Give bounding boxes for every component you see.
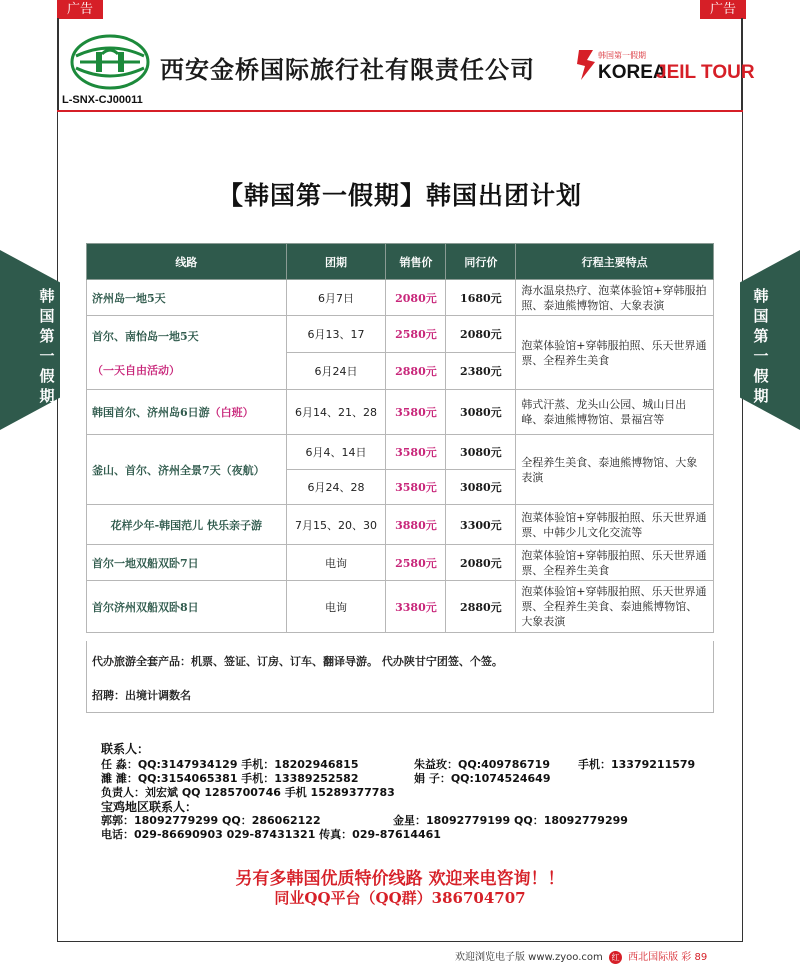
services-text: 代办旅游全套产品：机票、签证、订房、订车、翻译导游。 代办陕甘宁团签、个签。 [92, 655, 503, 668]
peer-price: 1680元 [446, 280, 516, 316]
table-row [87, 316, 714, 353]
contact-row: 手机：13379211579 [578, 758, 696, 771]
brand-slogan: 韩国第一假期 [598, 51, 646, 60]
table-row [87, 435, 714, 470]
route-features: 泡菜体验馆+穿韩服拍照、乐天世界通票、全程养生美食 [516, 545, 714, 581]
route-name: 首尔济州双船双卧8日 [87, 581, 287, 633]
peer-price: 3080元 [446, 390, 516, 435]
contact-row: 朱益玫：QQ:409786719 [414, 758, 550, 771]
contact-row: 负责人：刘宏斌 QQ 1285700746 手机 15289377783 [101, 786, 395, 799]
tour-date: 6月13、17 [286, 316, 386, 353]
route-features: 泡菜体验馆+穿韩服拍照、乐天世界通票、中韩少儿文化交流等 [516, 505, 714, 545]
contact-row: 濉 濉：QQ:3154065381 手机：13389252582 [101, 772, 359, 785]
header-sale-price: 销售价 [386, 244, 446, 280]
sale-price: 2880元 [386, 353, 446, 390]
peer-price: 3300元 [446, 505, 516, 545]
contact-row: 任 淼：QQ:3147934129 手机：18202946815 [101, 758, 359, 771]
footer-text: 欢迎浏览电子版 www.zyoo.com [455, 952, 603, 963]
peer-price: 2080元 [446, 316, 516, 353]
frame-left-border [57, 18, 59, 110]
contacts-title: 联系人： [101, 742, 150, 756]
table-row [87, 505, 714, 545]
contact-row: 金星：18092779199 QQ：18092779299 [393, 814, 628, 827]
route-name: 花样少年-韩国范儿 快乐亲子游 [87, 505, 287, 545]
promo-line-2: 同业QQ平台（QQ群）386704707 [274, 889, 526, 907]
header-dates: 团期 [286, 244, 386, 280]
tour-date: 电询 [286, 581, 386, 633]
route-features: 韩式汗蒸、龙头山公园、城山日出峰、泰迪熊博物馆、景福宫等 [516, 390, 714, 435]
table-header-row [87, 244, 714, 280]
services-box [86, 641, 714, 713]
contact-row: 郭郭：18092779299 QQ：286062122 [101, 814, 321, 827]
header-route: 线路 [87, 244, 287, 280]
route-name: 釜山、首尔、济州全景7天（夜航） [87, 435, 287, 505]
tour-date: 7月15、20、30 [286, 505, 386, 545]
page-title: 【韩国第一假期】韩国出团计划 [217, 181, 582, 210]
tour-date: 6月4、14日 [286, 435, 386, 470]
peer-price: 3080元 [446, 470, 516, 505]
route-features: 海水温泉热疗、泡菜体验馆+穿韩服拍照、泰迪熊博物馆、大象表演 [516, 280, 714, 316]
table-row [87, 581, 714, 633]
route-name: 济州岛一地5天 [87, 280, 287, 316]
tour-date: 6月24日 [286, 353, 386, 390]
ad-tag-right: 广告 [700, 0, 746, 19]
page-footer [455, 948, 707, 964]
peer-price: 2880元 [446, 581, 516, 633]
contact-row: 娟 子：QQ:1074524649 [414, 772, 551, 785]
table-row [87, 390, 714, 435]
contact-row: 电话：029-86690903 029-87431321 传真：029-87614461 [101, 828, 441, 841]
tour-date: 6月7日 [286, 280, 386, 316]
header-peer-price: 同行价 [446, 244, 516, 280]
route-features: 泡菜体验馆+穿韩服拍照、乐天世界通票、全程养生美食 [516, 316, 714, 390]
recruit-text: 招聘：出境计调数名 [92, 689, 191, 702]
company-logo-icon [70, 34, 150, 90]
side-label-left: 韩 国 第 一 假 期 [39, 287, 55, 405]
brand-korea: KOREA [598, 62, 667, 83]
tour-schedule-table [86, 243, 714, 633]
sale-price: 2580元 [386, 316, 446, 353]
promo-line-1: 另有多韩国优质特价线路 欢迎来电咨询！！ [235, 869, 565, 889]
sale-price: 3580元 [386, 470, 446, 505]
route-name: 韩国首尔、济州岛6日游（白班） [87, 390, 287, 435]
peer-price: 2080元 [446, 545, 516, 581]
brand-jeil-tour: JEIL TOUR [656, 62, 755, 83]
company-name: 西安金桥国际旅行社有限责任公司 [160, 56, 535, 84]
route-features: 泡菜体验馆+穿韩服拍照、乐天世界通票、全程养生美食、泰迪熊博物馆、大象表演 [516, 581, 714, 633]
sale-price: 2080元 [386, 280, 446, 316]
table-row [87, 545, 714, 581]
sale-price: 3880元 [386, 505, 446, 545]
baoji-contacts-title: 宝鸡地区联系人： [101, 800, 198, 814]
route-name: 首尔一地双船双卧7日 [87, 545, 287, 581]
tour-date: 电询 [286, 545, 386, 581]
ad-tag-left: 广告 [57, 0, 103, 19]
license-number: L-SNX-CJ00011 [62, 94, 143, 106]
table-row [87, 280, 714, 316]
tour-date: 6月24、28 [286, 470, 386, 505]
brand-mark-icon [575, 48, 597, 82]
tour-date: 6月14、21、28 [286, 390, 386, 435]
peer-price: 3080元 [446, 435, 516, 470]
peer-price: 2380元 [446, 353, 516, 390]
header-features: 行程主要特点 [516, 244, 714, 280]
edition-badge-icon: 红 [609, 951, 622, 964]
footer-edition: 西北国际版 彩 89 [628, 952, 708, 963]
sale-price: 2580元 [386, 545, 446, 581]
route-name: 首尔、南怡岛一地5天 （一天自由活动） [87, 316, 287, 390]
sale-price: 3580元 [386, 435, 446, 470]
route-features: 全程养生美食、泰迪熊博物馆、大象表演 [516, 435, 714, 505]
sale-price: 3580元 [386, 390, 446, 435]
side-label-right: 韩 国 第 一 假 期 [753, 287, 769, 405]
sale-price: 3380元 [386, 581, 446, 633]
